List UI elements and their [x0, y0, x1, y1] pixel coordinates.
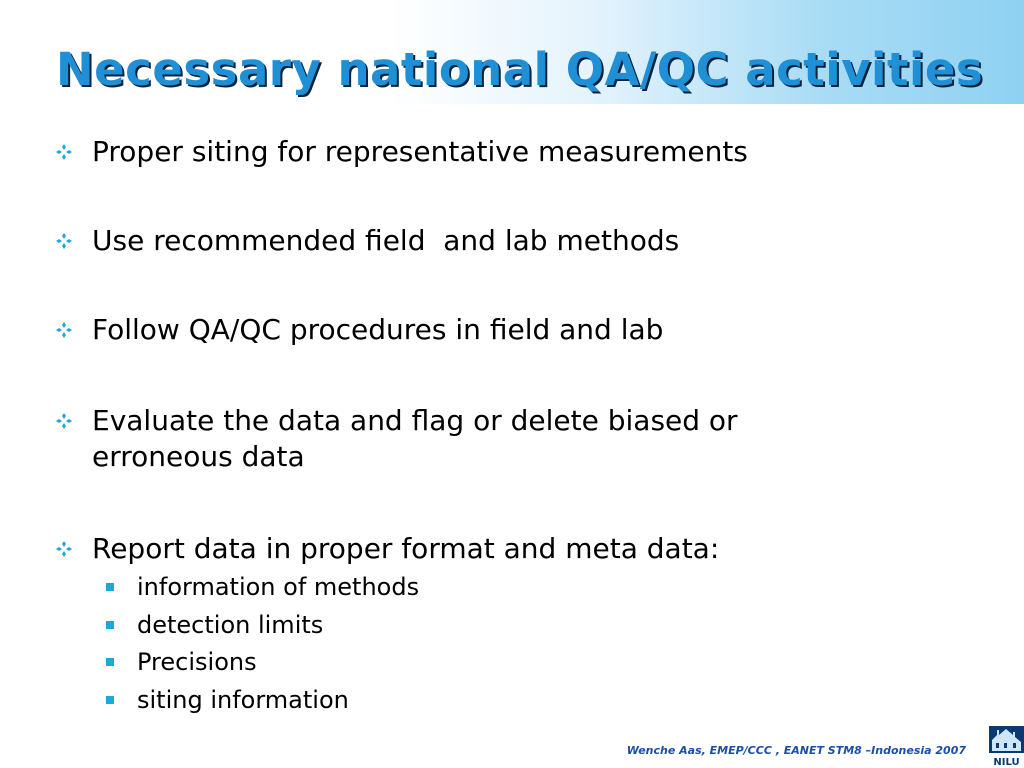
bullet-item: [92, 312, 952, 348]
bullet-text: Use recommended field and lab methods: [92, 224, 680, 257]
diamond-bullet-icon: [56, 233, 72, 249]
sub-bullet-text: detection limits: [137, 611, 324, 639]
square-bullet-icon: [106, 621, 114, 629]
bullet-item: [92, 531, 952, 567]
bullet-text: Proper siting for representative measurements: [92, 135, 748, 168]
slide-title: Necessary national QA/QC activities: [56, 43, 984, 96]
square-bullet-icon: [106, 696, 114, 704]
sub-bullet-item: [137, 571, 937, 603]
bullet-text: Evaluate the data and flag or delete biased or erroneous data: [92, 404, 738, 473]
sub-bullet-text: information of methods: [137, 573, 420, 601]
sub-bullet-text: siting information: [137, 686, 349, 714]
sub-bullet-item: [137, 646, 937, 678]
bullet-text: Report data in proper format and meta data:: [92, 532, 720, 565]
diamond-bullet-icon: [56, 144, 72, 160]
bullet-text: Follow QA/QC procedures in field and lab: [92, 313, 664, 346]
sub-bullet-text: Precisions: [137, 648, 257, 676]
footer-credit: Wenche Aas, EMEP/CCC , EANET STM8 –Indonesia 2007: [626, 744, 966, 757]
sub-bullet-item: [137, 609, 937, 641]
diamond-bullet-icon: [56, 413, 72, 429]
logo-text: NILU: [993, 757, 1020, 768]
bullet-item: [92, 403, 852, 475]
sub-bullet-item: [137, 684, 937, 716]
square-bullet-icon: [106, 583, 114, 591]
diamond-bullet-icon: [56, 541, 72, 557]
bullet-item: [92, 223, 952, 259]
square-bullet-icon: [106, 658, 114, 666]
nilu-logo: [989, 726, 1024, 768]
bullet-item: [92, 134, 952, 170]
diamond-bullet-icon: [56, 322, 72, 338]
